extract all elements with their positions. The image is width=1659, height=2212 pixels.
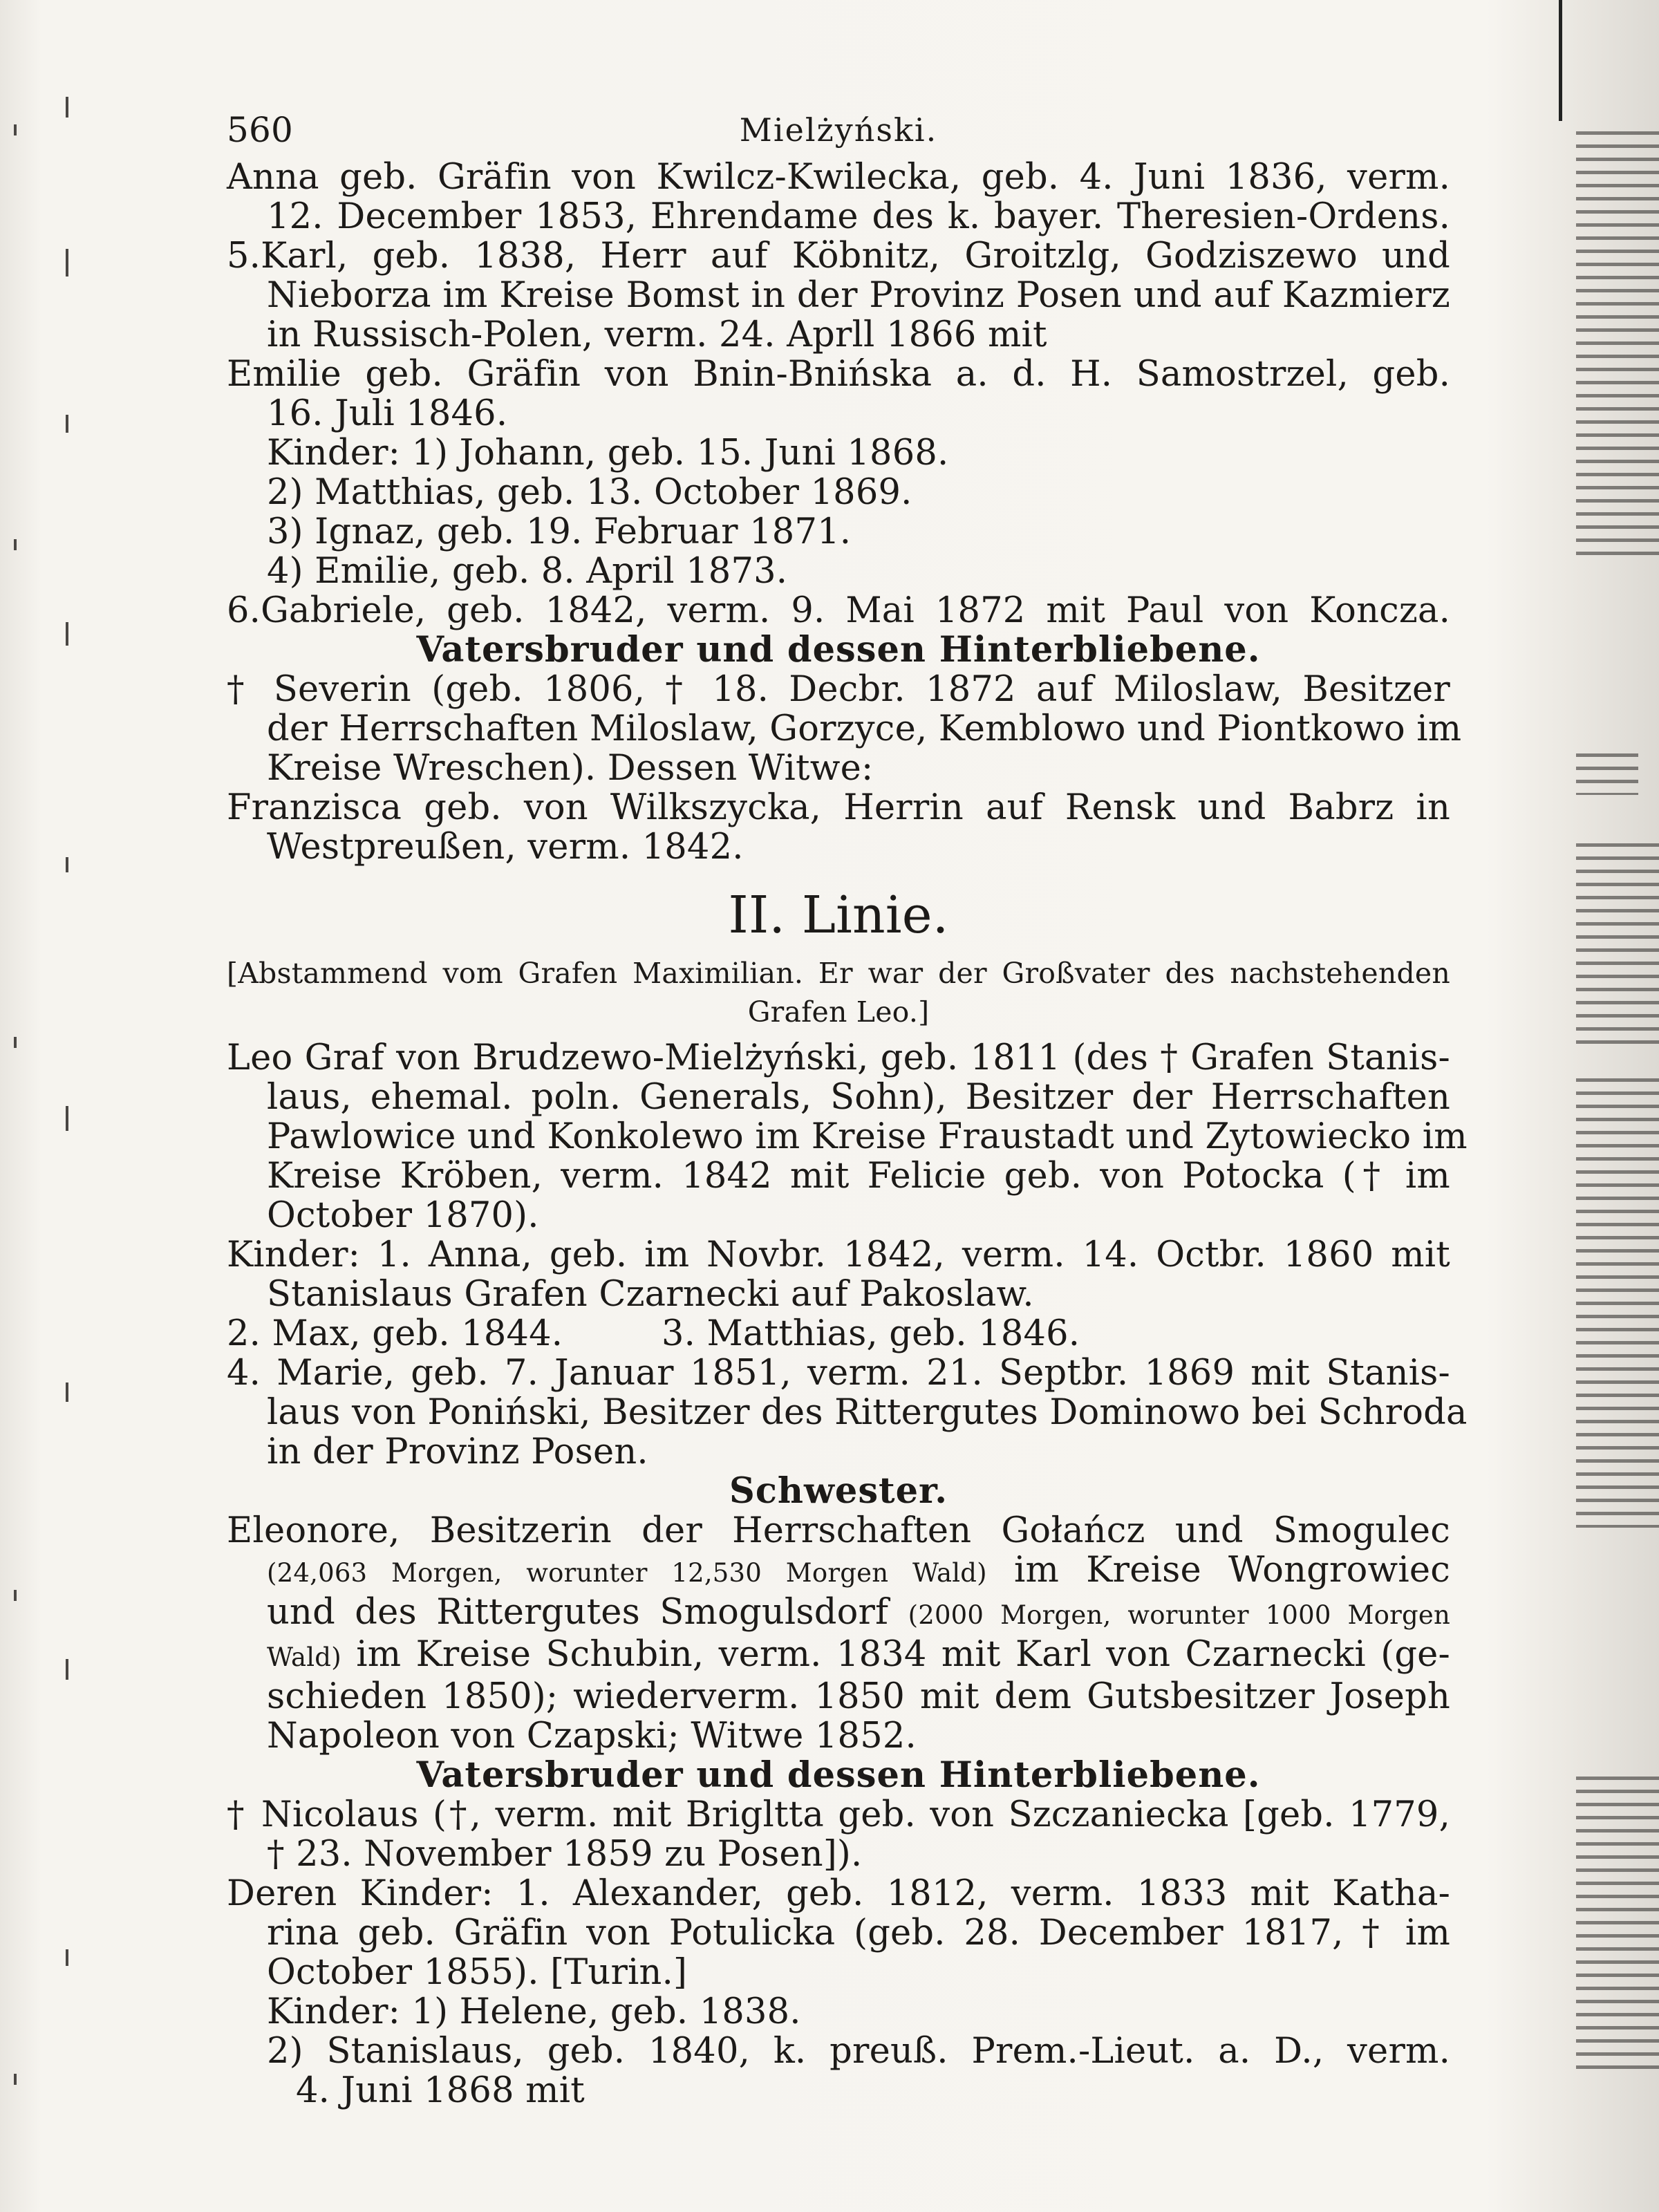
text-run: Gabriele, geb. 1842, verm. 9. Mai 1872 mit Paul von Konczа. — [261, 590, 1450, 631]
page-header — [227, 104, 1450, 158]
text-line: Stanislaus Grafen Czarnecki auf Pakoslaw. — [267, 1274, 1034, 1315]
text-line: Kinder: 1. Anna, geb. im Novbr. 1842, verm. 14. Octbr. 1860 mit — [227, 1235, 1450, 1275]
entry-number: 5. — [227, 236, 261, 276]
text-run: und des Rittergutes Smogulsdorf — [267, 1592, 889, 1633]
left-margin-marks — [0, 0, 76, 2212]
text-line: 12. December 1853, Ehrendame des k. bayer. Theresien-Ordens. — [267, 196, 1450, 237]
text-line: Leo Graf von Brudzewo-Mielżyński, geb. 1811 (des † Grafen Stanis- — [227, 1038, 1450, 1078]
text-line: 2) Matthias, geb. 13. October 1869. — [267, 472, 912, 513]
text-line: Emilie geb. Gräfin von Bnin-Bnińska a. d. H. Samostrzel, geb. — [227, 354, 1450, 395]
page-text — [227, 104, 1468, 2111]
text-run: 3. Matthias, geb. 1846. — [662, 1313, 1080, 1354]
entry-block-4 — [227, 1511, 1450, 1756]
text-line: 4) Emilie, geb. 8. April 1873. — [267, 551, 788, 592]
text-line: Kinder: 1) Helene, geb. 1838. — [267, 1991, 801, 2032]
entry-block-3 — [227, 1038, 1468, 1472]
text-line: schieden 1850); wiederverm. 1850 mit dem Gutsbesitzer Joseph — [267, 1676, 1450, 1717]
page-number: 560 — [227, 110, 294, 150]
text-line — [227, 1314, 1450, 1353]
text-line: Deren Kinder: 1. Alexander, geb. 1812, verm. 1833 mit Katha- — [227, 1873, 1450, 1914]
section-heading: Vatersbruder und dessen Hinterbliebene. — [416, 1754, 1261, 1796]
text-line: laus von Poniński, Besitzer des Rittergutes Dominowo bei Schroda — [267, 1392, 1468, 1433]
section-heading: Vatersbruder und dessen Hinterbliebene. — [416, 629, 1261, 671]
text-line: † 23. November 1859 zu Posen]). — [267, 1834, 863, 1875]
text-line: 4. Marie, geb. 7. Januar 1851, verm. 21. Septbr. 1869 mit Stanis- — [227, 1353, 1450, 1394]
text-line: 2) Stanislaus, geb. 1840, k. preuß. Prem.-Lieut. a. D., verm. — [267, 2031, 1450, 2072]
entry-block-5 — [227, 1795, 1450, 2110]
text-line: Nieborza im Kreise Bomst in der Provinz Posen und auf Kazmierz — [267, 275, 1450, 316]
text-line: 3) Ignaz, geb. 19. Februar 1871. — [267, 512, 852, 552]
text-line: 16. Juli 1846. — [267, 393, 508, 434]
text-line: Kreise Kröben, verm. 1842 mit Felicie geb. von Potocka († im — [267, 1156, 1450, 1197]
right-edge-rule — [1559, 0, 1562, 121]
text-line: in der Provinz Posen. — [267, 1432, 648, 1472]
text-line: Westpreußen, verm. 1842. — [267, 827, 744, 868]
text-line: Franzisca geb. von Wilkszycka, Herrin auf Rensk und Babrz in — [227, 787, 1450, 828]
text-line: Eleonore, Besitzerin der Herrschaften Gołańcz und Smogulec — [227, 1510, 1450, 1551]
text-run: (2000 Morgen, worunter 1000 Morgen — [908, 1600, 1450, 1630]
linie-heading: II. Linie. — [728, 885, 949, 945]
text-line: † Severin (geb. 1806, † 18. Decbr. 1872 auf Miloslaw, Besitzer — [227, 669, 1450, 710]
text-line: in Russisch-Polen, verm. 24. Aprll 1866 mit — [267, 315, 1047, 355]
bleed-through-text — [1576, 0, 1659, 2212]
text-line: October 1870). — [267, 1195, 539, 1236]
note-line: Grafen Leo.] — [747, 995, 930, 1029]
text-run: 2. Max, geb. 1844. — [227, 1313, 563, 1354]
text-line: Napoleon von Czapski; Witwe 1852. — [267, 1716, 917, 1756]
text-line: Pawlowice und Konkolewo im Kreise Fraustadt und Zytowiecko im — [267, 1116, 1468, 1157]
lineage-note — [227, 954, 1450, 1031]
text-run: im Kreise Schubin, verm. 1834 mit Karl von Czarnecki (ge- — [356, 1634, 1450, 1675]
text-run: (24,063 Morgen, worunter 12,530 Morgen Wald) — [267, 1558, 987, 1588]
note-line: [Abstammend vom Grafen Maximilian. Er war der Großvater des nachstehenden — [227, 957, 1450, 990]
text-run: Karl, geb. 1838, Herr auf Köbnitz, Groitzlg, Godziszewo und — [261, 236, 1450, 276]
text-line: 4. Juni 1868 mit — [296, 2070, 585, 2111]
text-run: Wald) — [267, 1642, 341, 1672]
running-title: Mielżyński. — [739, 111, 938, 149]
text-line — [227, 1635, 1450, 1677]
text-line — [227, 591, 1450, 630]
text-line: Kinder: 1) Johann, geb. 15. Juni 1868. — [267, 433, 949, 474]
text-line: rina geb. Gräfin von Potulicka (geb. 28. December 1817, † im — [267, 1913, 1450, 1953]
text-line: October 1855). [Turin.] — [267, 1952, 688, 1993]
entry-block-2 — [227, 669, 1462, 868]
text-line: laus, ehemal. poln. Generals, Sohn), Besitzer der Herrschaften — [267, 1077, 1450, 1118]
entry-block-1 — [227, 158, 1450, 630]
text-line — [227, 236, 1450, 276]
text-run: im Kreise Wongrowiec — [1014, 1550, 1450, 1591]
text-line: der Herrschaften Miloslaw, Gorzyce, Kemblowo und Piontkowo im — [267, 709, 1462, 749]
section-heading: Schwester. — [729, 1470, 948, 1512]
text-line: Anna geb. Gräfin von Kwilcz-Kwilecka, geb. 4. Juni 1836, verm. — [227, 157, 1450, 198]
text-line: Kreise Wreschen). Dessen Witwe: — [267, 748, 874, 789]
entry-number: 6. — [227, 590, 261, 631]
text-line — [227, 1593, 1450, 1635]
text-line — [227, 1550, 1450, 1593]
text-line: † Nicolaus (†, verm. mit Brigltta geb. von Szczaniecka [geb. 1779, — [227, 1794, 1450, 1835]
